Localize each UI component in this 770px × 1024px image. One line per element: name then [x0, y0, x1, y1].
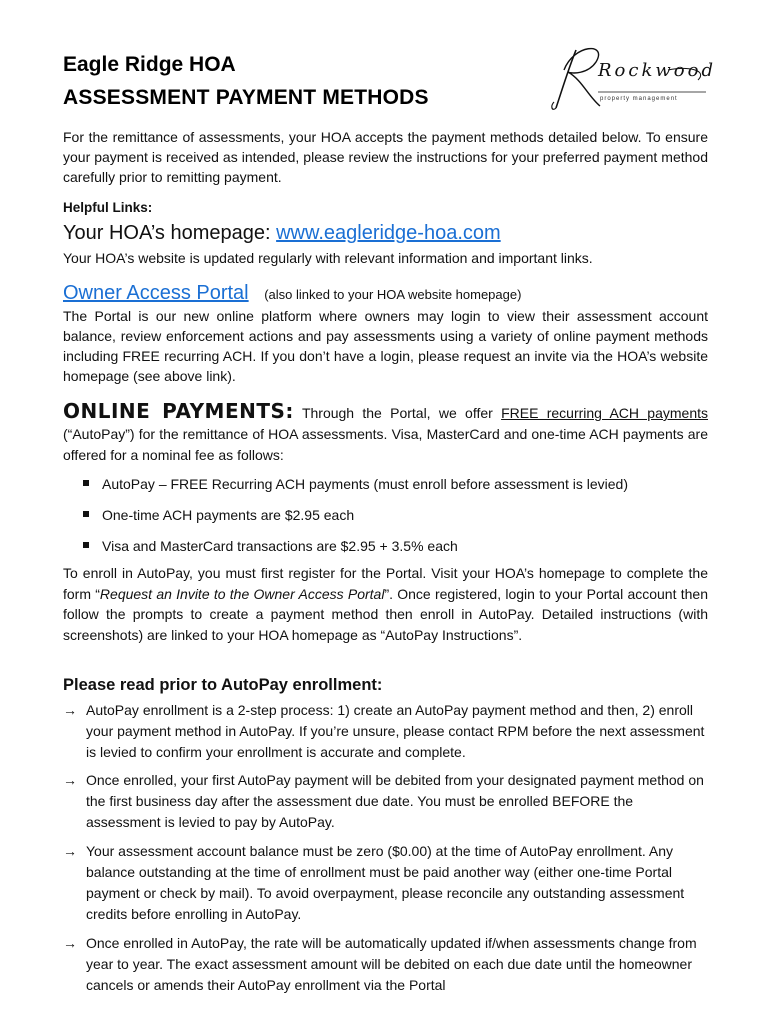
bullet-square-icon [83, 480, 89, 486]
autopay-notes-heading: Please read prior to AutoPay enrollment: [63, 676, 383, 694]
page-title: ASSESSMENT PAYMENT METHODS [63, 86, 429, 109]
online-payments-text-after: (“AutoPay”) for the remittance of HOA assessments. Visa, MasterCard and one-time ACH payments are offered for a nominal fee as follows: [63, 426, 708, 463]
arrow-right-icon: → [63, 772, 77, 788]
portal-line [63, 280, 708, 308]
homepage-line [63, 220, 708, 246]
list-item: AutoPay – FREE Recurring ACH payments (must enroll before assessment is levied) [83, 476, 628, 492]
list-item: One-time ACH payments are $2.95 each [83, 507, 354, 523]
logo-wordmark: Rockwood [598, 60, 716, 81]
form-name: Request an Invite to the Owner Access Portal [99, 585, 385, 602]
bullet-square-icon [83, 511, 89, 517]
list-item: → Once enrolled, your first AutoPay payment will be debited from your designated payment method on the first business day after the assessment due date. You must be enrolled BEFORE the assessment is levied to pay by AutoPay. [63, 772, 704, 830]
homepage-description: Your HOA’s website is updated regularly with relevant information and important links. [63, 250, 593, 266]
portal-note: (also linked to your HOA website homepage) [264, 287, 522, 302]
free-ach-text: FREE recurring ACH payments [501, 405, 709, 421]
homepage-label: Your HOA’s homepage: [63, 222, 271, 244]
list-item: Visa and MasterCard transactions are $2.95 + 3.5% each [83, 538, 458, 554]
list-item: → AutoPay enrollment is a 2-step process: 1) create an AutoPay payment method and then, 2) enroll your payment method in AutoPay. If you’re unsure, please contact RPM before the next assessment is levied to confirm your enrollment is accurate and complete. [63, 702, 705, 760]
arrow-right-icon: → [63, 935, 77, 951]
online-payments-heading: ONLINE PAYMENTS: [63, 399, 294, 423]
logo-tagline: property management [600, 96, 678, 102]
company-logo [548, 40, 716, 115]
portal-description: The Portal is our new online platform where owners may login to view their assessment account balance, review enforcement actions and pay assessments using a variety of online payment methods including FREE recurring ACH. If you don’t have a login, please request an invite via the HOA’s website homepage (see above link). [63, 308, 708, 384]
helpful-links-heading: Helpful Links: [63, 200, 153, 215]
intro-paragraph: For the remittance of assessments, your HOA accepts the payment methods detailed below. To ensure your payment is received as intended, please review the instructions for your preferred payment method carefully prior to remitting payment. [63, 129, 708, 185]
online-payments-paragraph [63, 401, 708, 466]
arrow-right-icon: → [63, 843, 77, 859]
owner-access-portal-link[interactable]: Owner Access Portal [63, 282, 249, 304]
arrow-right-icon: → [63, 702, 77, 718]
list-item: → Your assessment account balance must be zero ($0.00) at the time of AutoPay enrollment. Any balance outstanding at the time of enrollment must be paid another way (either one-time Portal payment or check by mail). To avoid overpayment, please reconcile any outstanding assessment credits before enrolling in AutoPay. [63, 843, 685, 922]
bullet-square-icon [83, 542, 89, 548]
homepage-link[interactable]: www.eagleridge-hoa.com [276, 222, 501, 244]
org-name: Eagle Ridge HOA [63, 53, 236, 76]
enroll-paragraph: To enroll in AutoPay, you must first register for the Portal. Visit your HOA’s homepage to complete the form “Request an Invite to the Owner Access Portal”. Once registered, login to your Portal account then follow the prompts to create a payment method then enroll in AutoPay. Detailed instructions (with screenshots) are linked to your HOA homepage as “AutoPay Instructions”. [63, 565, 708, 643]
online-payments-text-before: Through the Portal, we offer [301, 405, 493, 421]
list-item: → Once enrolled in AutoPay, the rate will be automatically updated if/when assessments change from year to year. The exact assessment amount will be debited on each due date until the homeowner cancels or amends their AutoPay enrollment via the Portal [63, 935, 697, 993]
